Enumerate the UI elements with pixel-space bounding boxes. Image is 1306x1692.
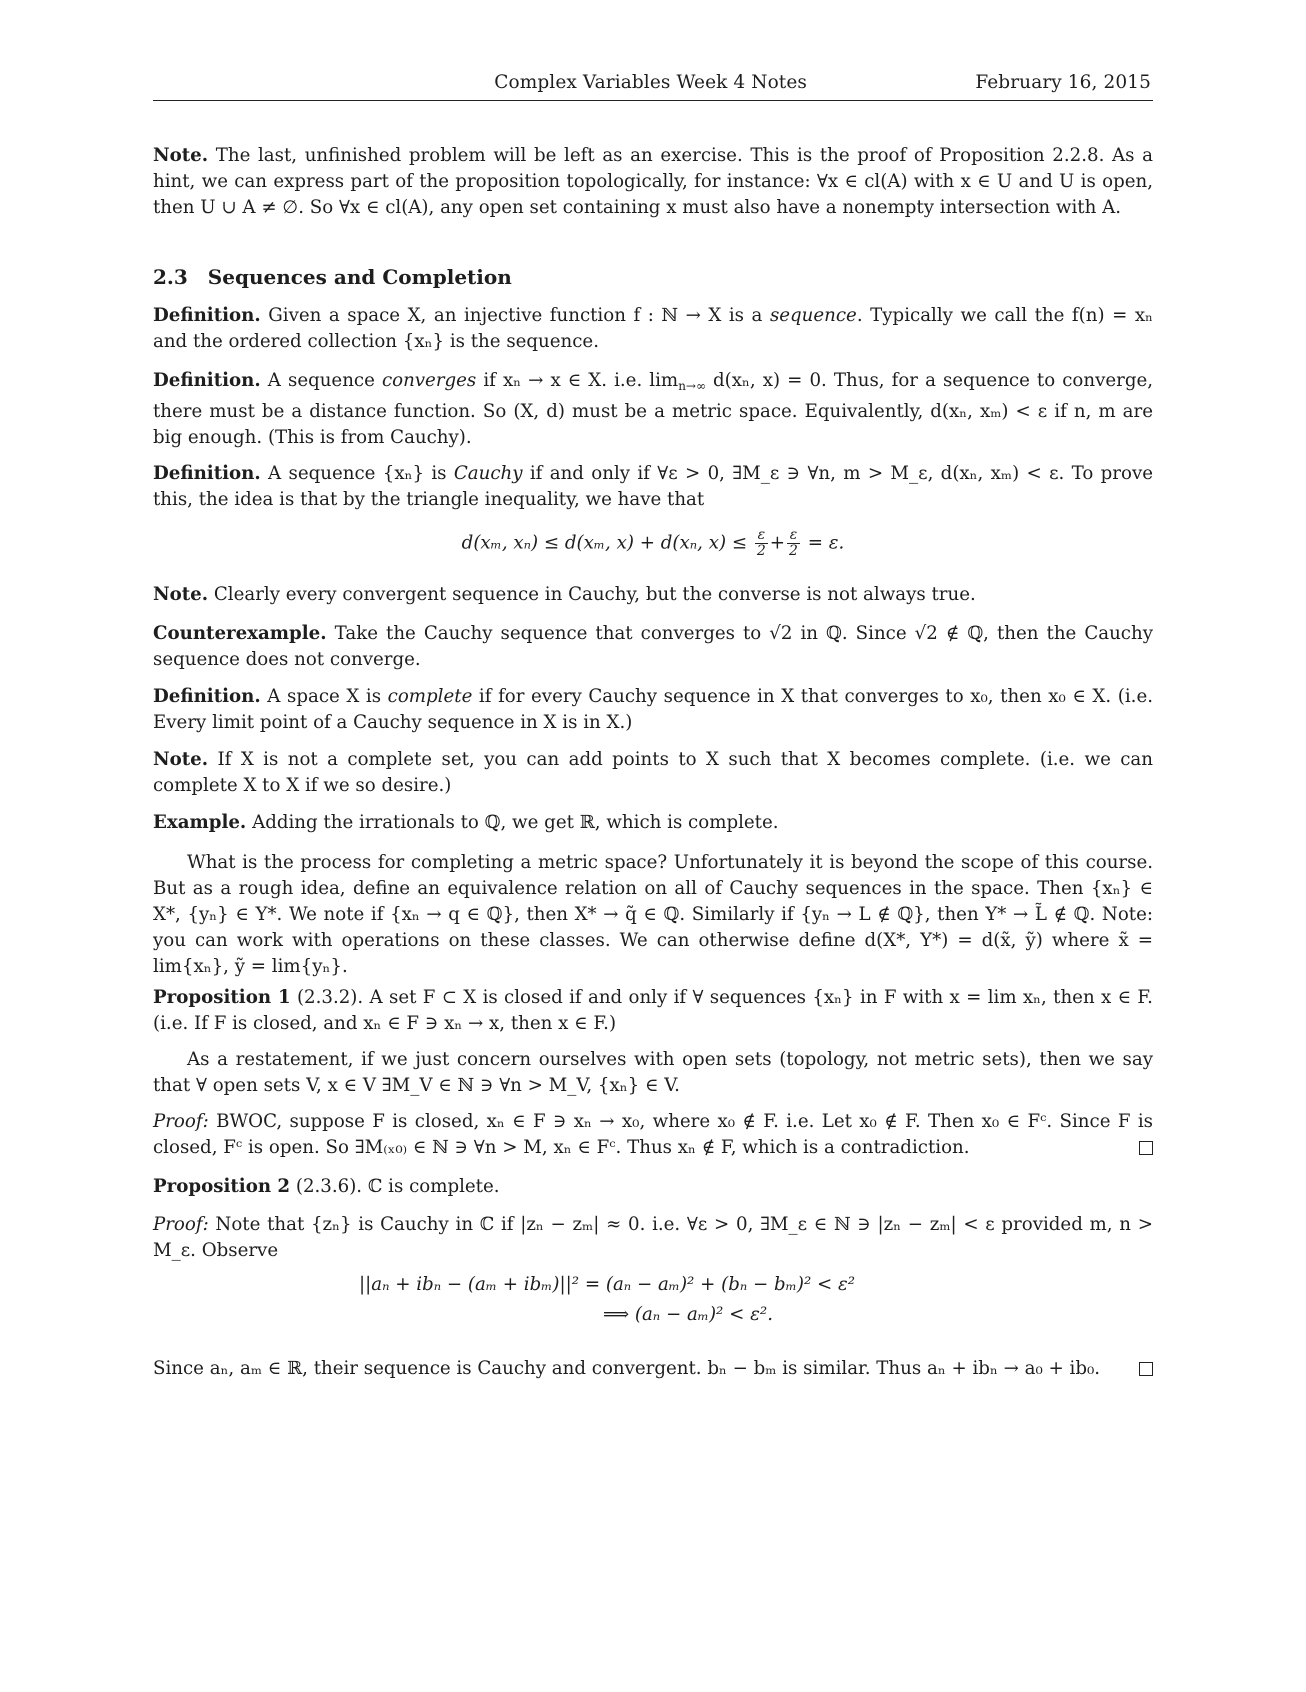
note-lead: Note. — [153, 584, 209, 605]
proposition-lead: Proposition 1 — [153, 987, 291, 1008]
definition-term: complete — [387, 686, 473, 707]
proposition-text: ℂ is complete. — [367, 1176, 500, 1197]
proposition-1 — [153, 985, 1153, 1037]
fraction-numerator: ε — [787, 528, 800, 544]
proposition-text: A set F ⊂ X is closed if and only if ∀ sequences {xₙ} in F with x = lim xₙ, then x ∈ F. (i.e. If F is closed, and xₙ ∈ F ∋ xₙ → x, then x ∈ F.) — [153, 987, 1153, 1034]
proof-1 — [153, 1109, 1153, 1161]
note-text: If X is not a complete set, you can add points to X such that X becomes complete. (i.e. we can complete X to X if we so desire.) — [153, 749, 1153, 796]
definition-converges — [153, 368, 1153, 451]
fraction-numerator: ε — [755, 528, 768, 544]
counterexample-lead: Counterexample. — [153, 623, 327, 644]
restatement-paragraph — [153, 1047, 1153, 1099]
header-title: Complex Variables Week 4 Notes — [494, 72, 807, 93]
example-text: Adding the irrationals to ℚ, we get ℝ, which is complete. — [252, 812, 779, 833]
definition-text-b: if for every Cauchy sequence in X that converges to x₀, then x₀ ∈ X. (i.e. Every limit point of a Cauchy sequence in X is in X.) — [153, 686, 1153, 733]
counterexample-text: Take the Cauchy sequence that converges to √2 in ℚ. Since √2 ∉ ℚ, then the Cauchy sequence does not converge. — [153, 623, 1153, 670]
note-text: The last, unfinished problem will be left as an exercise. This is the proof of Proposition 2.2.8. As a hint, we can express part of the proposition topologically, for instance: ∀x ∈ cl(A) with x ∈ U and U is open, then U ∪ A ≠ ∅. So ∀x ∈ cl(A), any open set containing x must also have a nonempty intersection with A. — [153, 145, 1153, 218]
section-title: Sequences and Completion — [207, 265, 512, 289]
definition-term: Cauchy — [453, 463, 523, 484]
note-text: Clearly every convergent sequence in Cauchy, but the converse is not always true. — [213, 584, 976, 605]
qed-icon — [1139, 1362, 1153, 1376]
proposition-2 — [153, 1174, 1153, 1200]
proof-text: Note that {zₙ} is Cauchy in ℂ if |zₙ − zₘ| ≈ 0. i.e. ∀ε > 0, ∃M_ε ∈ ℕ ∋ |zₙ − zₘ| < ε provided m, n > M_ε. Observe — [153, 1214, 1153, 1261]
definition-text-b: . Typically we call the f(n) = xₙ and the ordered collection {xₙ} is the sequence. — [153, 305, 1153, 352]
fraction-denominator: 2 — [756, 543, 766, 559]
definition-text-a: A sequence {xₙ} is — [268, 463, 454, 484]
definition-term: converges — [381, 370, 477, 391]
equation-line-1: ||aₙ + ibₙ − (aₘ + ibₘ)||² = (aₙ − aₘ)² + (bₙ − bₘ)² < ε² — [359, 1274, 856, 1295]
definition-text-b: if and only if ∀ε > 0, ∃M_ε ∋ ∀n, m > M_ε, d(xₙ, xₘ) < ε. To prove this, the idea is that by the triangle inequality, we have that — [153, 463, 1153, 510]
example-lead: Example. — [153, 812, 247, 833]
definition-lead: Definition. — [153, 305, 261, 326]
definition-text-a: A space X is — [267, 686, 388, 707]
note-paragraph-1 — [153, 143, 1153, 221]
example-paragraph — [153, 810, 1153, 836]
fraction-epsilon-half — [755, 528, 768, 559]
definition-sequence — [153, 303, 1153, 355]
triangle-inequality-equation — [153, 528, 1153, 559]
section-heading — [153, 265, 1153, 289]
definition-text-a: A sequence — [267, 370, 382, 391]
limit-subscript: n→∞ — [678, 379, 706, 393]
definition-text-c: d(xₙ, x) = 0. Thus, for a sequence to converge, there must be a distance function. So (X, d) must be a metric space. Equivalently, d(xₙ, xₘ) < ε if n, m are big enough. (This is from Cauchy). — [153, 370, 1154, 448]
fraction-denominator: 2 — [789, 543, 798, 559]
proof-text: BWOC, suppose F is closed, xₙ ∈ F ∋ xₙ → x₀, where x₀ ∉ F. i.e. Let x₀ ∉ F. Then x₀ ∈ Fᶜ. Since F is closed, Fᶜ is open. So ∃M₍ₓ₀₎ ∈ ℕ ∋ ∀n > M, xₙ ∈ Fᶜ. Thus xₙ ∉ F, which is a contradiction. — [153, 1111, 1153, 1158]
process-text: What is the process for completing a metric space? Unfortunately it is beyond the scope of this course. But as a rough idea, define an equivalence relation on all of Cauchy sequences in the space. Then {xₙ} ∈ X*, {yₙ} ∈ Y*. We note if {xₙ → q ∈ ℚ}, then X* → q̃ ∈ ℚ. Similarly if {yₙ → L ∉ ℚ}, then Y* → L̃ ∉ ℚ. Note: you can work with operations on these classes. We can otherwise define d(X*, Y*) = d(x̃, ỹ) where x̃ = lim{xₙ}, ỹ = lim{yₙ}. — [153, 852, 1153, 977]
definition-text-b: if xₙ → x ∈ X. i.e. lim — [476, 370, 679, 391]
completion-process-paragraph — [153, 850, 1153, 980]
final-text: Since aₙ, aₘ ∈ ℝ, their sequence is Cauchy and convergent. bₙ − bₘ is similar. Thus aₙ + ibₙ → a₀ + ib₀. — [153, 1358, 1101, 1379]
note-paragraph-3 — [153, 747, 1153, 799]
note-lead: Note. — [153, 749, 209, 770]
note-paragraph-2 — [153, 582, 1153, 608]
restatement-text: As a restatement, if we just concern ourselves with open sets (topology, not metric sets), then we say that ∀ open sets V, x ∈ V ∃M_V ∈ ℕ ∋ ∀n > M_V, {xₙ} ∈ V. — [153, 1049, 1153, 1096]
proof-2 — [153, 1212, 1153, 1264]
definition-lead: Definition. — [153, 463, 261, 484]
proof-lead: Proof: — [153, 1111, 209, 1132]
section-number: 2.3 — [153, 265, 188, 289]
definition-cauchy — [153, 461, 1153, 513]
proposition-ref: (2.3.2). — [296, 987, 364, 1008]
equation-left: d(xₘ, xₙ) ≤ d(xₘ, x) + d(xₙ, x) ≤ — [461, 532, 748, 554]
norm-equation — [153, 1270, 1153, 1330]
proof-lead: Proof: — [153, 1214, 209, 1235]
page — [153, 70, 1154, 1379]
running-header — [153, 70, 1153, 101]
final-paragraph — [153, 1356, 1153, 1382]
header-date: February 16, 2015 — [975, 72, 1151, 93]
equation-line-2: ⟹ (aₙ − aₘ)² < ε². — [603, 1304, 773, 1325]
equation-plus: + — [769, 532, 786, 554]
counterexample-paragraph — [153, 621, 1153, 673]
proposition-ref: (2.3.6). — [295, 1176, 363, 1197]
definition-lead: Definition. — [153, 686, 261, 707]
definition-term: sequence — [769, 305, 857, 326]
fraction-epsilon-half — [787, 528, 800, 559]
definition-text-a: Given a space X, an injective function f : ℕ → X is a — [268, 305, 770, 326]
qed-icon — [1139, 1141, 1153, 1155]
equation-right: = ε. — [807, 532, 845, 554]
note-lead: Note. — [153, 145, 209, 166]
definition-lead: Definition. — [153, 370, 261, 391]
proposition-lead: Proposition 2 — [153, 1176, 291, 1197]
definition-complete — [153, 684, 1153, 736]
